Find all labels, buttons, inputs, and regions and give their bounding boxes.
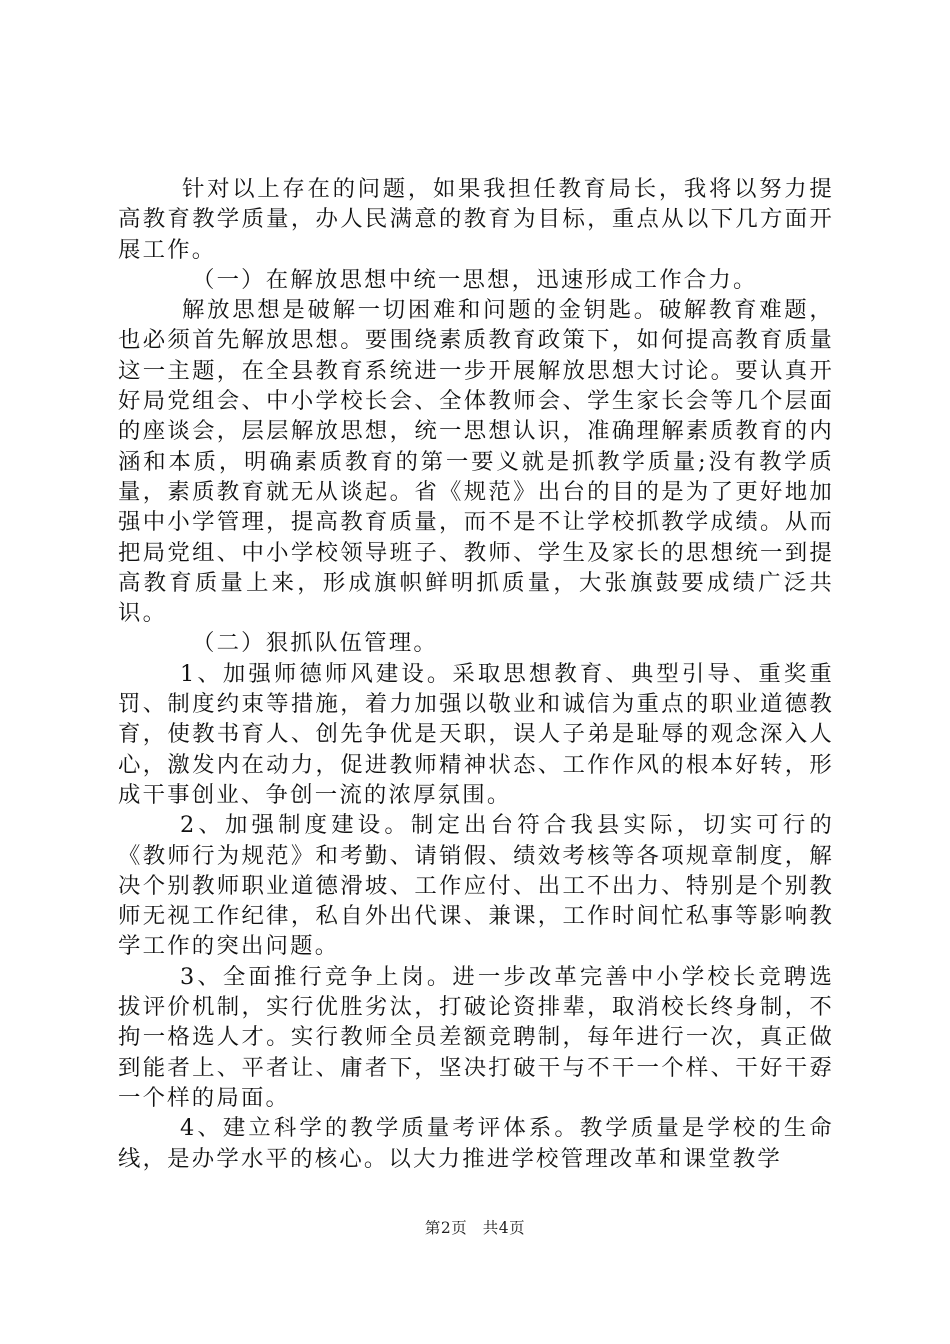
page-number: 第2页 — [424, 1219, 468, 1237]
paragraph-liberate-thinking: 解放思想是破解一切困难和问题的金钥匙。破解教育难题，也必须首先解放思想。要围绕素质教育政策下，如何提高教育质量这一主题，在全县教育系统进一步开展解放思想大讨论。要认真开好局党组会、中小学校长会、全体教师会、学生家长会等几个层面的座谈会，层层解放思想，统一思想认识，准确理解素质教育的内涵和本质，明确素质教育的第一要义就是抓教学质量;没有教学质量，素质教育就无从谈起。省《规范》出台的目的是为了更好地加强中小学管理，提高教育质量，而不是不让学校抓教学成绩。从而把局党组、中小学校领导班子、教师、学生及家长的思想统一到提高教育质量上来，形成旗帜鲜明抓质量，大张旗鼓要成绩广泛共识。 — [118, 297, 834, 627]
document-body — [118, 174, 834, 1174]
paragraph-item-3: 3、全面推行竞争上岗。进一步改革完善中小学校长竞聘选拔评价机制，实行优胜劣汰，打破论资排辈，取消校长终身制，不拘一格选人才。实行教师全员差额竞聘制，每年进行一次，真正做到能者上、平者让、庸者下，坚决打破干与不干一个样、干好干孬一个样的局面。 — [118, 963, 834, 1111]
paragraph-item-1: 1、加强师德师风建设。采取思想教育、典型引导、重奖重罚、制度约束等措施，着力加强以敬业和诚信为重点的职业道德教育，使教书育人、创先争优是天职，误人子弟是耻辱的观念深入人心，激发内在动力，促进教师精神状态、工作作风的根本好转，形成干事创业、争创一流的浓厚氛围。 — [118, 660, 834, 808]
paragraph-item-2: 2、加强制度建设。制定出台符合我县实际，切实可行的《教师行为规范》和考勤、请销假、绩效考核等各项规章制度，解决个别教师职业道德滑坡、工作应付、出工不出力、特别是个别教师无视工作纪律，私自外出代课、兼课，工作时间忙私事等影响教学工作的突出问题。 — [118, 812, 834, 960]
section-heading-2: （二）狠抓队伍管理。 — [192, 630, 438, 657]
page-total: 共4页 — [482, 1219, 526, 1237]
section-heading-1: （一）在解放思想中统一思想，迅速形成工作合力。 — [192, 266, 758, 293]
paragraph-item-4: 4、建立科学的教学质量考评体系。教学质量是学校的生命线，是办学水平的核心。以大力推进学校管理改革和课堂教学 — [118, 1115, 834, 1172]
page-footer — [0, 1216, 950, 1238]
paragraph-intro: 针对以上存在的问题，如果我担任教育局长，我将以努力提高教育教学质量，办人民满意的教育为目标，重点从以下几方面开展工作。 — [118, 176, 834, 263]
